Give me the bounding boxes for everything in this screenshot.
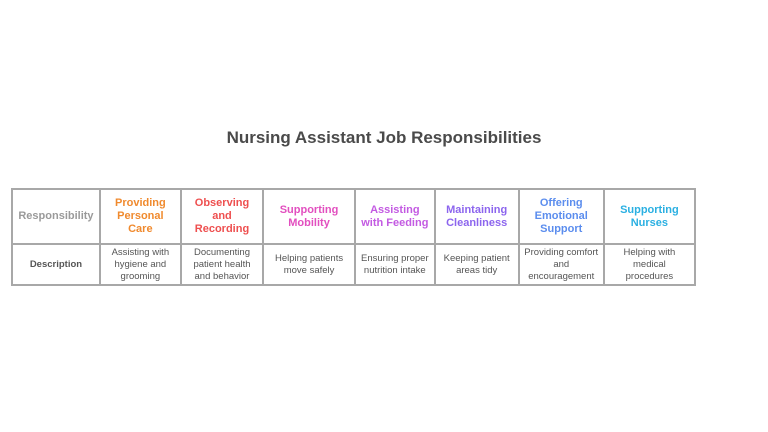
responsibility-row xyxy=(12,189,767,244)
responsibility-title: Offering Emotional Support xyxy=(519,189,604,244)
diagram-title: Nursing Assistant Job Responsibilities xyxy=(226,128,542,147)
responsibility-title: Providing Personal Care xyxy=(100,189,181,244)
responsibility-description: Ensuring proper nutrition intake xyxy=(355,244,435,285)
responsibilities-table xyxy=(11,188,768,286)
responsibility-description: Keeping patient areas tidy xyxy=(435,244,519,285)
responsibility-title: Maintaining Cleanliness xyxy=(435,189,519,244)
row-label-responsibility: Responsibility xyxy=(12,189,100,244)
description-row xyxy=(12,244,767,285)
responsibility-title: Observing and Recording xyxy=(181,189,263,244)
responsibility-title: Supporting Mobility xyxy=(263,189,355,244)
responsibility-title: Supporting Nurses xyxy=(604,189,695,244)
responsibility-description: Providing comfort and encouragement xyxy=(519,244,604,285)
responsibility-description: Documenting patient health and behavior xyxy=(181,244,263,285)
row-label-description: Description xyxy=(12,244,100,285)
responsibility-title: Assisting with Feeding xyxy=(355,189,435,244)
responsibility-description: Helping patients move safely xyxy=(263,244,355,285)
responsibility-description: Assisting with hygiene and grooming xyxy=(100,244,181,285)
responsibility-description: Helping with medical procedures xyxy=(604,244,695,285)
